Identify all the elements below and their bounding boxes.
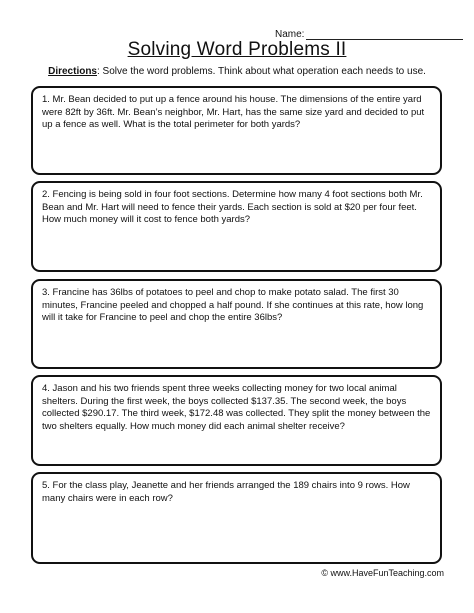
directions-label: Directions bbox=[48, 66, 97, 77]
copyright-notice: © www.HaveFunTeaching.com bbox=[321, 568, 444, 578]
worksheet-title: Solving Word Problems II bbox=[127, 39, 347, 60]
problem-text: 5. For the class play, Jeanette and her friends arranged the 189 chairs into 9 rows. How many chairs were in each row? bbox=[42, 480, 410, 504]
problem-box-4 bbox=[31, 375, 442, 466]
name-label: Name: bbox=[275, 29, 305, 40]
directions-text: : Solve the word problems. Think about what operation each needs to use. bbox=[97, 66, 426, 77]
problem-box-1 bbox=[31, 86, 442, 175]
problem-box-5 bbox=[31, 472, 442, 564]
problem-text: 1. Mr. Bean decided to put up a fence around his house. The dimensions of the entire yard were 82ft by 36ft. Mr. Bean’s neighbor, Mr. Hart, has the same size yard and decided to put up a fence as well. What is the total perimeter for both yards? bbox=[42, 94, 425, 131]
problem-text: 3. Francine has 36lbs of potatoes to peel and chop to make potato salad. The first 30 minutes, Francine peeled and chopped a half pound. If she continues at this rate, how long will it take for Francine to peel and chop the entire 36lbs? bbox=[42, 287, 424, 324]
problem-text: 2. Fencing is being sold in four foot sections. Determine how many 4 foot sections both Mr. Bean and Mr. Hart will need to fence their yards. Each section is sold at $20 per four feet. How much money will it cost to fence both yards? bbox=[42, 189, 423, 226]
problem-text: 4. Jason and his two friends spent three weeks collecting money for two local animal shelters. During the first week, the boys collected $137.35. The second week, the boys collected $290.17. The third week, $172.48 was collected. They split the money between the two shelters equally. How much money did each animal shelter receive? bbox=[42, 383, 431, 432]
problem-box-2 bbox=[31, 181, 442, 272]
problem-box-3 bbox=[31, 279, 442, 369]
directions bbox=[0, 66, 474, 77]
